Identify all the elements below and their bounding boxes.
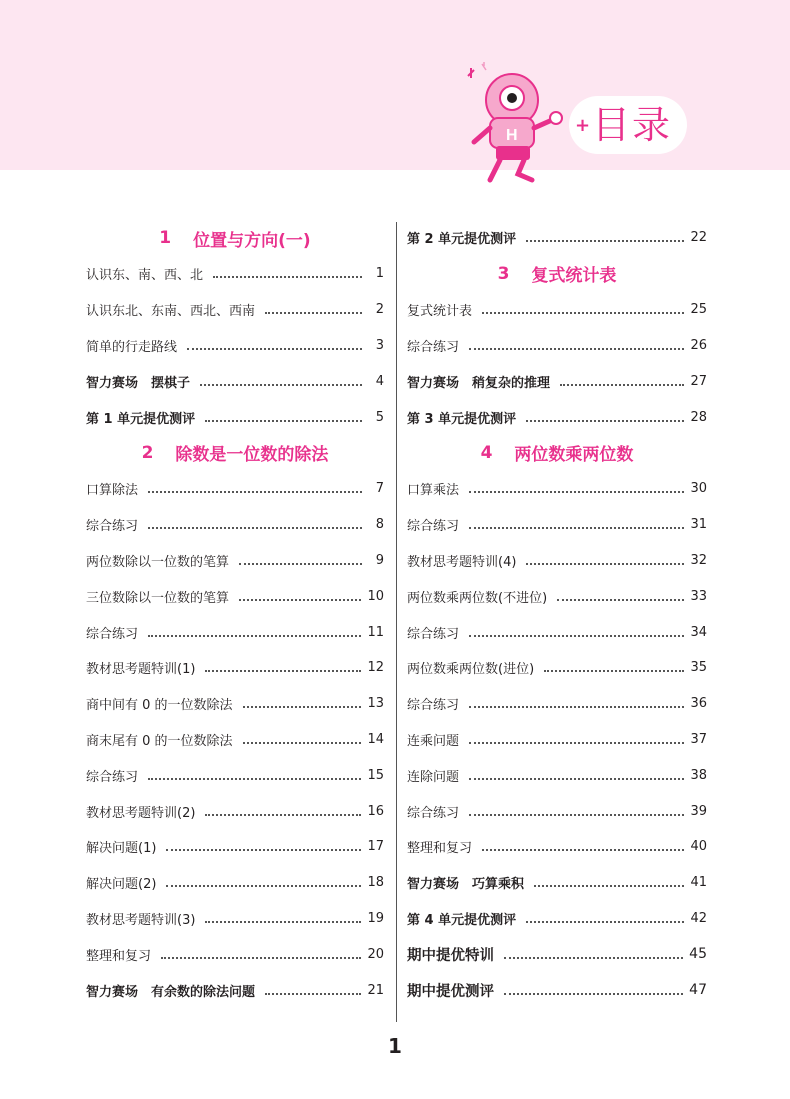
toc-left-column [86, 220, 384, 1008]
dot-leader [148, 634, 361, 637]
toc-entry-label: 两位数除以一位数的笔算 [86, 554, 230, 570]
toc-entry[interactable] [407, 328, 707, 364]
toc-entry[interactable] [407, 292, 707, 328]
toc-entry-label: 整理和复习 [407, 841, 473, 857]
toc-entry-page: 16 [367, 803, 384, 819]
toc-entry-label: 复式统计表 [407, 304, 473, 320]
toc-entry[interactable] [86, 936, 384, 972]
toc-entry[interactable] [407, 578, 707, 614]
toc-entry-page: 12 [367, 660, 384, 676]
toc-entry-page: 17 [367, 839, 384, 855]
toc-entry[interactable] [407, 399, 707, 435]
toc-entry[interactable] [86, 972, 384, 1008]
toc-entry-label: 第 2 单元提优测评 [407, 232, 517, 248]
section-number: 2 [141, 442, 154, 463]
toc-entry-label: 综合练习 [86, 626, 139, 642]
dot-leader [205, 669, 361, 672]
toc-entry-label: 连除问题 [407, 769, 460, 785]
dot-leader [504, 956, 683, 959]
toc-entry-page: 37 [690, 731, 707, 747]
toc-entry[interactable] [407, 901, 707, 937]
toc-entry-page: 3 [375, 337, 384, 353]
toc-entry-label: 认识东北、东南、西北、西南 [86, 304, 256, 320]
toc-entry-label: 期中提优测评 [407, 983, 494, 1000]
toc-entry-label: 期中提优特训 [407, 947, 494, 964]
dot-leader [166, 848, 361, 851]
toc-entry-page: 7 [375, 481, 384, 497]
toc-entry-page: 19 [367, 910, 384, 926]
dot-leader [265, 311, 362, 314]
toc-entry-label: 三位数除以一位数的笔算 [86, 590, 230, 606]
toc-entry-label: 两位数乘两位数(进位) [407, 662, 535, 678]
toc-entry-label: 口算除法 [86, 483, 139, 499]
dot-leader [469, 741, 684, 744]
section-heading [86, 220, 384, 256]
toc-entry-page: 35 [690, 660, 707, 676]
toc-entry[interactable] [86, 757, 384, 793]
toc-entry-label: 教材思考题特训(4) [407, 554, 517, 570]
page-number: 1 [388, 1034, 402, 1058]
toc-entry-page: 31 [690, 517, 707, 533]
toc-entry-page: 1 [375, 266, 384, 282]
toc-entry-page: 15 [367, 767, 384, 783]
toc-entry-label: 第 1 单元提优测评 [86, 411, 196, 427]
dot-leader [243, 741, 362, 744]
dot-leader [482, 311, 684, 314]
toc-entry-page: 27 [690, 373, 707, 389]
section-title: 复式统计表 [531, 266, 617, 287]
sparkle-icon [468, 62, 486, 78]
toc-entry[interactable] [407, 829, 707, 865]
toc-entry[interactable] [407, 507, 707, 543]
toc-entry[interactable] [86, 256, 384, 292]
dot-leader [469, 490, 684, 493]
toc-entry[interactable] [407, 936, 707, 972]
toc-entry[interactable] [407, 793, 707, 829]
toc-entry-label: 综合练习 [407, 339, 460, 355]
dot-leader [148, 526, 362, 529]
section-number: 1 [159, 228, 172, 248]
toc-entry-label: 连乘问题 [407, 733, 460, 749]
toc-entry[interactable] [86, 686, 384, 722]
toc-entry[interactable] [86, 865, 384, 901]
page-title: 目录 [592, 103, 673, 147]
toc-entry[interactable] [86, 507, 384, 543]
toc-entry-label: 智力赛场 有余数的除法问题 [86, 984, 256, 1000]
dot-leader [161, 956, 361, 959]
dot-leader [205, 920, 361, 923]
toc-entry-label: 解决问题(2) [86, 877, 157, 893]
toc-entry-page: 32 [690, 552, 707, 568]
dot-leader [265, 992, 361, 995]
toc-entry-page: 33 [690, 588, 707, 604]
toc-entry-label: 综合练习 [407, 698, 460, 714]
toc-entry-page: 28 [690, 409, 707, 425]
section-title: 两位数乘两位数 [514, 445, 634, 466]
section-title: 位置与方向(一) [193, 230, 311, 251]
toc-entry-page: 38 [690, 767, 707, 783]
toc-entry-page: 18 [367, 875, 384, 891]
dot-leader [469, 705, 684, 708]
dot-leader [469, 526, 684, 529]
toc-entry-page: 11 [367, 624, 384, 640]
dot-leader [526, 239, 684, 242]
toc-entry-label: 商中间有 0 的一位数除法 [86, 698, 233, 714]
dot-leader [239, 598, 361, 601]
toc-entry-label: 第 3 单元提优测评 [407, 411, 517, 427]
toc-entry[interactable] [86, 650, 384, 686]
toc-entry-page: 13 [367, 696, 384, 712]
toc-entry[interactable] [86, 363, 384, 399]
section-number: 3 [497, 263, 510, 284]
toc-entry-label: 第 4 单元提优测评 [407, 912, 517, 928]
dot-leader [205, 419, 362, 422]
toc-entry[interactable] [407, 722, 707, 758]
toc-entry[interactable] [407, 543, 707, 579]
toc-entry-label: 智力赛场 巧算乘积 [407, 877, 525, 893]
dot-leader [526, 562, 684, 565]
toc-entry-page: 14 [367, 731, 384, 747]
toc-entry-label: 简单的行走路线 [86, 339, 178, 355]
toc-entry-label: 综合练习 [86, 769, 139, 785]
dot-leader [200, 383, 362, 386]
dot-leader [243, 705, 362, 708]
toc-entry-page: 2 [375, 302, 384, 318]
section-number: 4 [480, 442, 493, 463]
toc-entry-label: 教材思考题特训(3) [86, 912, 196, 928]
toc-entry[interactable] [86, 614, 384, 650]
dot-leader [482, 848, 684, 851]
title-plus-icon: + [575, 115, 591, 136]
toc-entry-page: 10 [367, 588, 384, 604]
mascot-illustration [460, 62, 570, 186]
toc-entry-page: 47 [689, 982, 707, 999]
toc-entry-label: 口算乘法 [407, 483, 460, 499]
toc-entry-page: 34 [690, 624, 707, 640]
dot-leader [239, 562, 362, 565]
toc-entry-label: 商末尾有 0 的一位数除法 [86, 733, 233, 749]
toc-entry-page: 25 [690, 302, 707, 318]
dot-leader [557, 598, 684, 601]
dot-leader [213, 275, 362, 278]
toc-entry-page: 20 [367, 946, 384, 962]
dot-leader [166, 884, 361, 887]
toc-entry[interactable] [407, 363, 707, 399]
toc-entry-label: 智力赛场 摆棋子 [86, 375, 191, 391]
toc-entry-page: 21 [367, 982, 384, 998]
dot-leader [469, 813, 684, 816]
toc-entry[interactable] [86, 793, 384, 829]
toc-entry-label: 综合练习 [407, 626, 460, 642]
dot-leader [469, 347, 684, 350]
toc-entry-page: 45 [689, 946, 707, 963]
toc-entry-page: 26 [690, 337, 707, 353]
dot-leader [205, 813, 361, 816]
dot-leader [526, 419, 684, 422]
dot-leader [469, 777, 684, 780]
dot-leader [560, 383, 684, 386]
dot-leader [469, 634, 684, 637]
dot-leader [534, 884, 684, 887]
toc-entry-label: 综合练习 [407, 805, 460, 821]
toc-entry[interactable] [86, 543, 384, 579]
toc-entry[interactable] [86, 328, 384, 364]
toc-entry[interactable] [407, 220, 707, 256]
toc-entry-page: 8 [375, 517, 384, 533]
toc-entry-label: 教材思考题特训(2) [86, 805, 196, 821]
toc-entry[interactable] [86, 829, 384, 865]
toc-entry-label: 解决问题(1) [86, 841, 157, 857]
toc-entry[interactable] [86, 292, 384, 328]
toc-entry[interactable] [407, 471, 707, 507]
toc-entry[interactable] [407, 614, 707, 650]
dot-leader [544, 669, 684, 672]
toc-entry-label: 智力赛场 稍复杂的推理 [407, 375, 551, 391]
toc-entry[interactable] [407, 865, 707, 901]
toc-entry[interactable] [407, 972, 707, 1008]
toc-entry-label: 教材思考题特训(1) [86, 662, 196, 678]
toc-entry[interactable] [86, 578, 384, 614]
toc-entry-page: 41 [690, 875, 707, 891]
toc-right-column [407, 220, 707, 1008]
toc-entry-label: 两位数乘两位数(不进位) [407, 590, 548, 606]
toc-entry-page: 4 [375, 373, 384, 389]
toc-entry[interactable] [86, 399, 384, 435]
toc-entry-label: 整理和复习 [86, 948, 152, 964]
column-divider [396, 222, 397, 1022]
toc-entry-page: 22 [690, 230, 707, 246]
dot-leader [187, 347, 362, 350]
toc-entry-page: 30 [690, 481, 707, 497]
section-heading [86, 435, 384, 471]
toc-entry-label: 综合练习 [86, 519, 139, 535]
toc-entry-page: 39 [690, 803, 707, 819]
toc-entry-page: 36 [690, 696, 707, 712]
toc-entry-page: 42 [690, 910, 707, 926]
toc-entry-page: 9 [375, 552, 384, 568]
toc-entry[interactable] [407, 650, 707, 686]
section-heading [407, 256, 707, 292]
dot-leader [504, 992, 683, 995]
toc-entry[interactable] [86, 722, 384, 758]
section-heading [407, 435, 707, 471]
toc-entry[interactable] [407, 757, 707, 793]
toc-entry[interactable] [407, 686, 707, 722]
section-title: 除数是一位数的除法 [175, 445, 329, 466]
toc-entry-label: 综合练习 [407, 519, 460, 535]
toc-entry-page: 40 [690, 839, 707, 855]
dot-leader [148, 490, 362, 493]
svg-text:H: H [506, 127, 518, 144]
toc-entry-page: 5 [375, 409, 384, 425]
toc-entry[interactable] [86, 471, 384, 507]
toc-entry-label: 认识东、南、西、北 [86, 268, 204, 284]
dot-leader [526, 920, 684, 923]
dot-leader [148, 777, 361, 780]
toc-entry[interactable] [86, 901, 384, 937]
